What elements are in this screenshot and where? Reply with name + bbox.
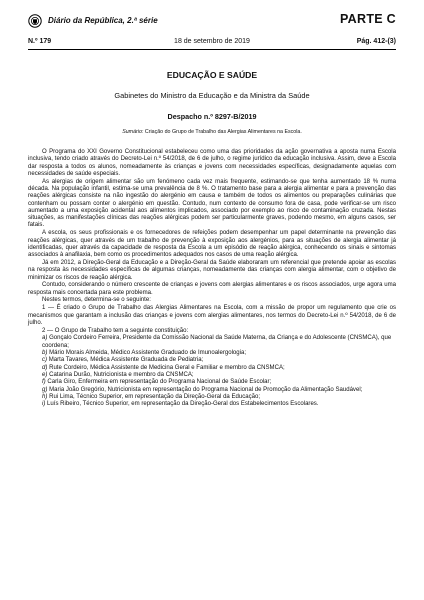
summary-label: Sumário: [122,129,144,135]
paragraph: A escola, os seus profissionais e os fornecedores de refeições podem desempenhar um papel determinante na prevenção das reações alérgicas, quer através de um trabalho de prevenção à exposição aos alergénios, para as situações de alergia alimentar já identificadas, quer através da capacidade de resposta da Escola a um episódio de reação alérgica, conhecendo os sinais e sintomas associados à anafilaxia, bem como os procedimentos adequados nos casos de uma reação alérgica. [28,230,396,259]
issue-number: N.º 179 [28,38,52,45]
paragraph: Já em 2012, a Direção-Geral da Educação e a Direção-Geral da Saúde elaboraram um referencial que pretende apoiar as escolas na resposta às necessidades específicas de algumas crianças, nomeadamente das crianças com alergia alimentar, com o objetivo de minimizar os riscos de reação alérgica. [28,259,396,281]
issue-line [28,38,396,48]
decree-title: Despacho n.º 8297-B/2019 [167,112,257,121]
header-divider [28,49,396,50]
paragraph: As alergias de origem alimentar são um fenómeno cada vez mais frequente, estimando-se que tenha aumentado 18 % numa década. Na população infantil, estima-se uma prevalência de 8 %. O tratamento base para a alergia alimentar e para a prevenção das reações alérgicas consiste na não ingestão do alergénio em causa e também de todos os alimentos ou preparações culinárias que contenham ou possam conter o alergénio em questão. Contudo, num contexto de consumo fora de casa, pode verificar-se um risco aumentado a uma exposição acidental aos alimentos implicados, associado por exemplo ao risco de contaminação cruzada. Nestas situações, as manifestações clínicas das reações alérgicas podem ser particularmente graves, podendo mesmo, em alguns casos, ser fatais. [28,178,396,229]
member-item: h) Rui Lima, Técnico Superior, em representação da Direção-Geral da Educação; [42,393,261,400]
member-item: g) Maria João Gregório, Nutricionista em representação do Programa Nacional de Promoção da Alimentação Saudável; [42,386,363,393]
part-label: PARTE C [339,12,396,26]
member-item: a) Gonçalo Cordeiro Ferreira, Presidente da Comissão Nacional da Saúde Materna, da Criança e do Adolescente (CNSMCA), que coordena; [42,335,392,349]
issue-date: 18 de setembro de 2019 [174,38,250,45]
decree-body [28,149,396,408]
member-item: e) Catarina Durão, Nutricionista e membro da CNSMCA; [42,371,194,378]
journal-title: Diário da República, 2.ª série [48,16,158,25]
paragraph: Nestes termos, determina-se o seguinte: [42,297,151,304]
member-item: b) Mário Morais Almeida, Médico Assistente Graduado de Imunoalergologia; [42,350,247,357]
page-number: Pág. 412-(3) [356,38,396,45]
paragraph: O Programa do XXI Governo Constitucional estabeleceu como uma das prioridades da ação governativa a aposta numa Escola inclusiva, tendo criado através do Decreto-Lei n.º 54/2018, de 6 de julho, o regime jurídico da educação inclusiva. Assim, deve a Escola dar resposta a todos os alunos, nomeadamente às crianças e jovens com necessidades específicas, designadamente aquelas com necessidades de saúde especiais. [28,149,396,177]
page-header [28,8,396,32]
summary-line [28,129,396,135]
summary-text: Criação do Grupo de Trabalho das Alergias Alimentares na Escola. [144,129,302,135]
paragraph: Contudo, considerando o número crescente de crianças e jovens com alergias alimentares e os riscos associados, urge agora uma resposta mais concertada para este problema. [28,282,396,296]
member-item: c) Marta Tavares, Médica Assistente Graduada de Pediatria; [42,357,204,364]
paragraph: 2 — O Grupo de Trabalho tem a seguinte constituição: [42,327,189,334]
member-item: d) Rute Cordeiro, Médica Assistente de Medicina Geral e Familiar e membro da CNSMCA; [42,364,285,371]
member-item: i) Luís Ribeiro, Técnico Superior, em representação da Direção-Geral dos Estabelecimentos Escolares. [42,401,319,408]
ministry-heading: EDUCAÇÃO E SAÚDE [166,70,258,80]
paragraph: 1 — É criado o Grupo de Trabalho das Alergias Alimentares na Escola, com a missão de propor um regulamento que crie os mecanismos que garantam a inclusão das crianças e jovens com alergias alimentares, nos termos do Decreto-Lei n.º 54/2018, de 6 de julho. [28,305,396,326]
member-item: f) Carla Giro, Enfermeira em representação do Programa Nacional de Saúde Escolar; [42,379,272,386]
coat-of-arms-icon [28,14,42,28]
office-heading: Gabinetes do Ministro da Educação e da Ministra da Saúde [114,91,310,100]
